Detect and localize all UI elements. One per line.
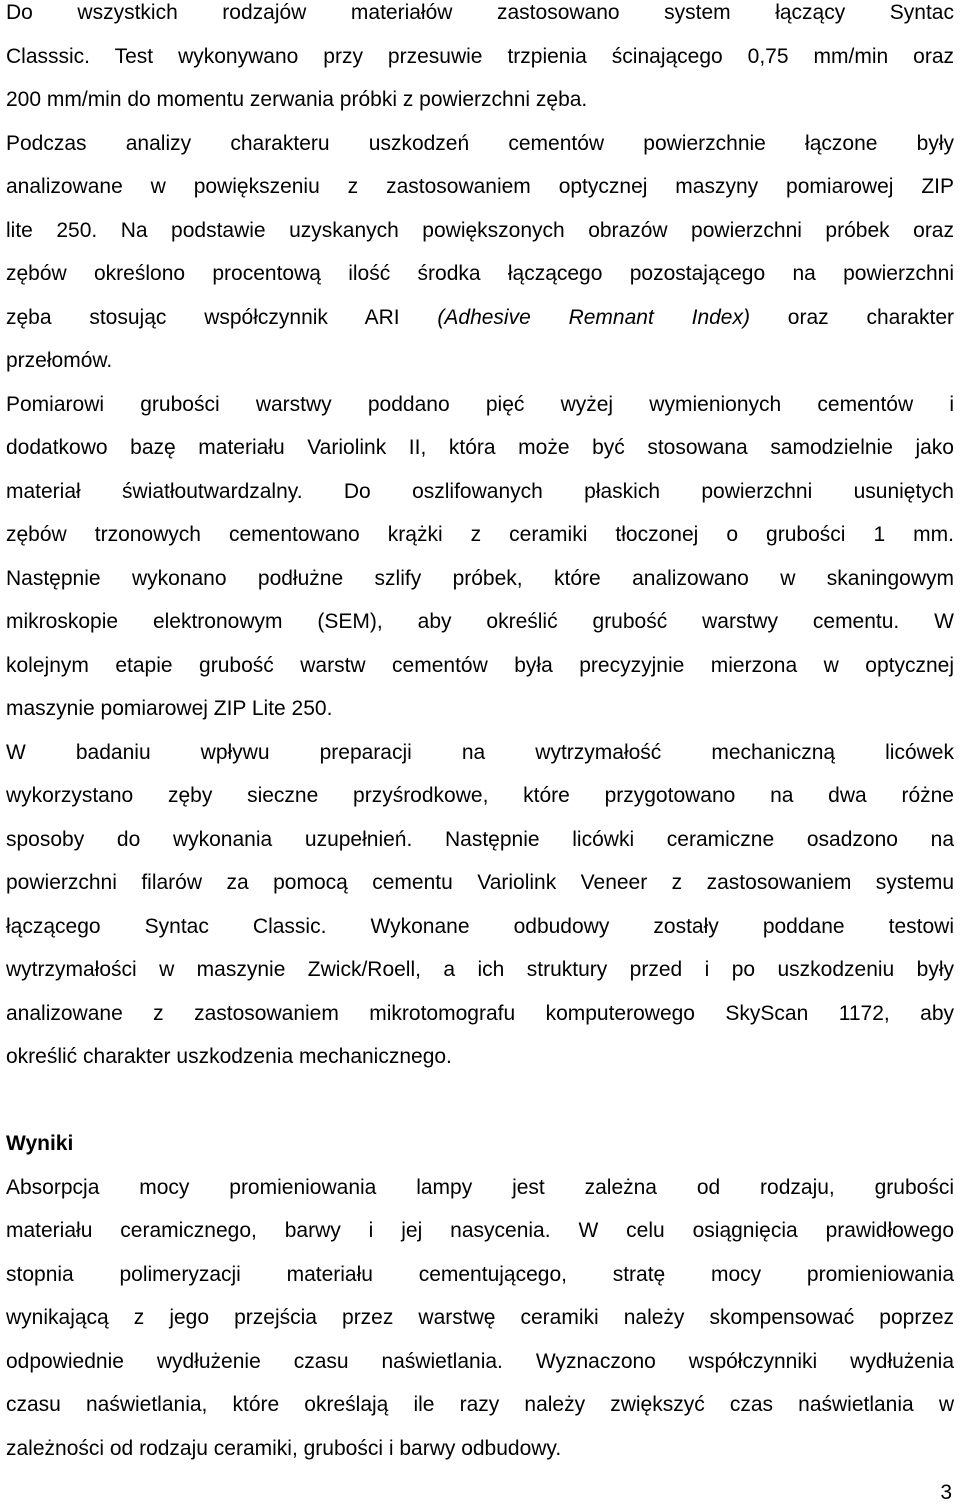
text-line: mikroskopie elektronowym (SEM), aby określić grubość warstwy cementu. W: [6, 610, 954, 633]
paragraph: [6, 0, 954, 122]
section-heading-wyniki: Wyniki: [6, 1132, 74, 1155]
text-line: maszynie pomiarowej ZIP Lite 250.: [6, 697, 333, 720]
text-line: zębów trzonowych cementowano krążki z ceramiki tłoczonej o grubości 1 mm.: [6, 523, 954, 546]
text-line: zęba stosując współczynnik ARI (Adhesive Remnant Index) oraz charakter: [6, 305, 954, 329]
text-line: zależności od rodzaju ceramiki, grubości i barwy odbudowy.: [6, 1436, 562, 1460]
text-line: wytrzymałości w maszynie Zwick/Roell, a ich struktury przed i po uszkodzeniu były: [6, 958, 954, 981]
text-line: określić charakter uszkodzenia mechanicznego.: [6, 1045, 452, 1068]
text-line: analizowane w powiększeniu z zastosowaniem optycznej maszyny pomiarowej ZIP: [6, 175, 954, 198]
text-line: powierzchni filarów za pomocą cementu Variolink Veneer z zastosowaniem systemu: [6, 871, 954, 894]
paragraph: [6, 122, 954, 383]
text-line: analizowane z zastosowaniem mikrotomografu komputerowego SkyScan 1172, aby: [6, 1001, 954, 1025]
text-line: Classsic. Test wykonywano przy przesuwie trzpienia ścinającego 0,75 mm/min oraz: [6, 44, 954, 68]
text-line: Absorpcja mocy promieniowania lampy jest zależna od rodzaju, grubości: [6, 1175, 954, 1199]
body-text: [6, 0, 954, 1079]
text-line: czasu naświetlania, które określają ile razy należy zwiększyć czas naświetlania w: [6, 1393, 954, 1416]
text-line: stopnia polimeryzacji materiału cementującego, stratę mocy promieniowania: [6, 1262, 954, 1286]
text-line: dodatkowo bazę materiału Variolink II, która może być stosowana samodzielnie jako: [6, 436, 954, 459]
text-line: lite 250. Na podstawie uzyskanych powiększonych obrazów powierzchni próbek oraz: [6, 218, 954, 242]
text-line: kolejnym etapie grubość warstw cementów była precyzyjnie mierzona w optycznej: [6, 653, 954, 677]
text-line: Podczas analizy charakteru uszkodzeń cementów powierzchnie łączone były: [6, 131, 954, 155]
text-line: 200 mm/min do momentu zerwania próbki z powierzchni zęba.: [6, 88, 588, 111]
text-line: odpowiednie wydłużenie czasu naświetlania. Wyznaczono współczynniki wydłużenia: [6, 1349, 954, 1373]
text-line: W badaniu wpływu preparacji na wytrzymałość mechaniczną licówek: [6, 740, 954, 764]
text-line: Następnie wykonano podłużne szlify próbek, które analizowano w skaningowym: [6, 566, 954, 590]
paragraph: [6, 731, 954, 1079]
text-line: wynikającą z jego przejścia przez warstwę ceramiki należy skompensować poprzez: [6, 1306, 954, 1329]
text-line: Do wszystkich rodzajów materiałów zastosowano system łączący Syntac: [6, 1, 954, 24]
text-line: materiał światłoutwardzalny. Do oszlifowanych płaskich powierzchni usuniętych: [6, 479, 954, 503]
paragraph: [6, 383, 954, 731]
text-line: zębów określono procentową ilość środka łączącego pozostającego na powierzchni: [6, 262, 954, 285]
text-line: wykorzystano zęby sieczne przyśrodkowe, które przygotowano na dwa różne: [6, 784, 954, 807]
results-text: [6, 1166, 954, 1471]
document-page: [6, 0, 954, 1470]
text-line: przełomów.: [6, 349, 113, 372]
page-number: 3: [940, 1481, 952, 1504]
section-gap: [6, 1079, 954, 1123]
text-line: sposoby do wykonania uzupełnień. Następnie licówki ceramiczne osadzono na: [6, 827, 954, 851]
text-line: łączącego Syntac Classic. Wykonane odbudowy zostały poddane testowi: [6, 914, 954, 938]
text-line: materiału ceramicznego, barwy i jej nasycenia. W celu osiągnięcia prawidłowego: [6, 1219, 954, 1242]
text-line: Pomiarowi grubości warstwy poddano pięć wyżej wymienionych cementów i: [6, 392, 954, 416]
